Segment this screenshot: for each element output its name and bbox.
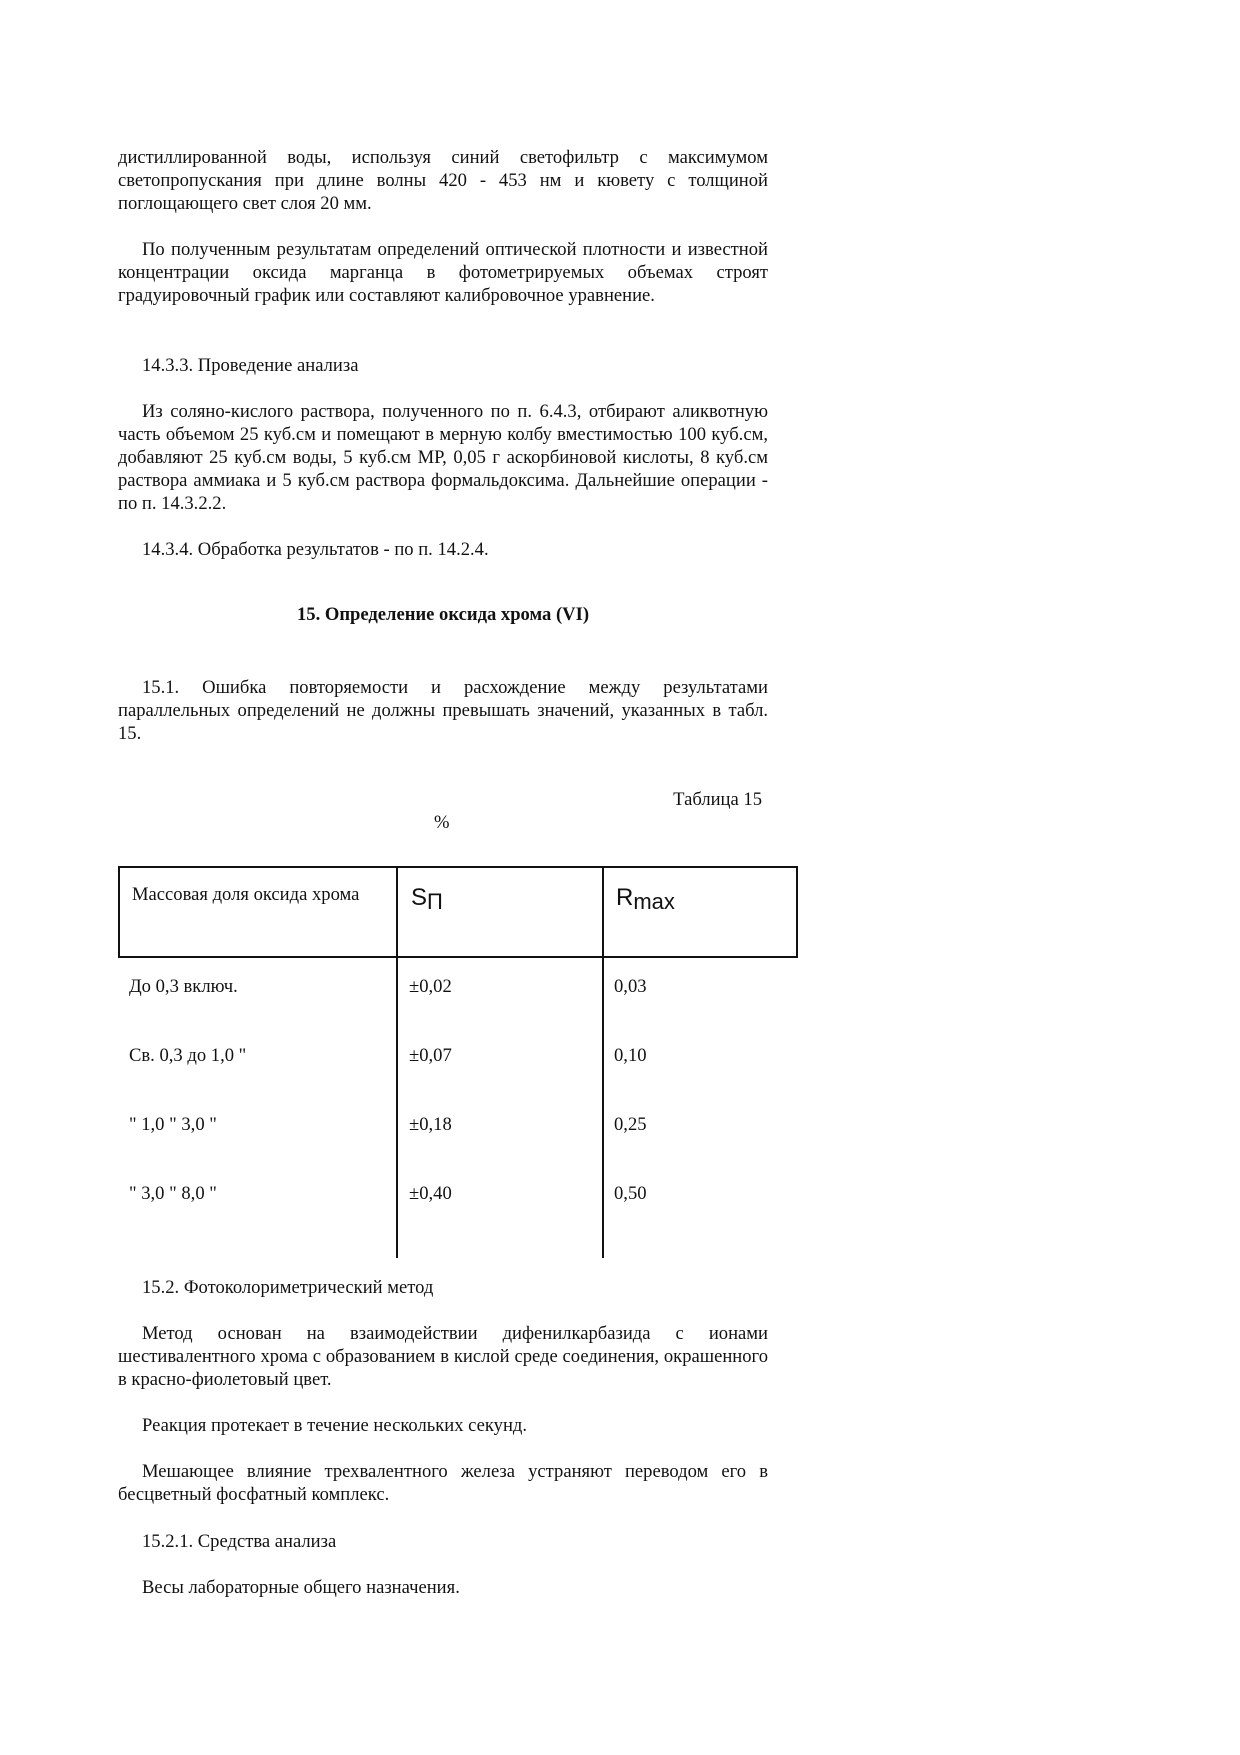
section-15-heading: 15. Определение оксида хрома (VI) [296,604,590,625]
row-3-r: 0,25 [614,1114,647,1135]
table-divider-2 [602,866,604,1258]
paragraph-method: Метод основан на взаимодействии дифенилкарбазида с ионами шестивалентного хрома с образованием в кислой среде соединения, окрашенного в красно-фиолетовый цвет. [118,1323,768,1390]
header-s [411,884,443,912]
table-unit: % [434,812,450,833]
table-divider-1 [396,866,398,1258]
table-header [118,866,798,958]
row-2-r: 0,10 [614,1045,647,1066]
section-15-2-1-title: 15.2.1. Средства анализа [142,1531,337,1552]
header-s-main: S [411,884,428,911]
row-3-range: " 1,0 " 3,0 " [129,1114,217,1135]
row-4-s: ±0,40 [409,1183,452,1204]
row-4-range: " 3,0 " 8,0 " [129,1183,217,1204]
section-14-3-3-title: 14.3.3. Проведение анализа [142,355,359,376]
row-2-range: Св. 0,3 до 1,0 " [129,1045,247,1066]
header-r-main: R [616,884,634,911]
paragraph-calibration: По полученным результатам определений оптической плотности и известной концентрации оксида марганца в фотометрируемых объемах строят градуировочный график или составляют калибровочное уравнение. [118,239,768,306]
paragraph-iron-interference: Мешающее влияние трехвалентного железа устраняют переводом его в бесцветный фосфатный комплекс. [118,1461,768,1505]
row-1-r: 0,03 [614,976,647,997]
row-2-s: ±0,07 [409,1045,452,1066]
paragraph-analysis-procedure: Из соляно-кислого раствора, полученного по п. 6.4.3, отбирают аликвотную часть объемом 25 куб.см и помещают в мерную колбу вместимостью 100 куб.см, добавляют 25 куб.см воды, 5 куб.см МР, 0,05 г аскорбиновой кислоты, 8 куб.см раствора аммиака и 5 куб.см раствора формальдоксима. Дальнейшие операции - по п. 14.3.2.2. [118,401,768,514]
header-r [616,884,675,912]
paragraph-scales: Весы лабораторные общего назначения. [142,1577,460,1598]
row-1-range: До 0,3 включ. [129,976,238,997]
row-1-s: ±0,02 [409,976,452,997]
header-mass-fraction: Массовая доля оксида хрома [132,884,360,905]
row-4-r: 0,50 [614,1183,647,1204]
section-14-3-4-title: 14.3.4. Обработка результатов - по п. 14.2.4. [142,539,489,560]
header-s-sub: П [427,889,443,914]
paragraph-15-1: 15.1. Ошибка повторяемости и расхождение между результатами параллельных определений не должны превышать значений, указанных в табл. 15. [118,677,768,744]
table-caption: Таблица 15 [673,789,762,810]
paragraph-reaction: Реакция протекает в течение нескольких секунд. [142,1415,528,1436]
section-15-2-title: 15.2. Фотоколориметрический метод [142,1277,434,1298]
row-3-s: ±0,18 [409,1114,452,1135]
paragraph-continuation: дистиллированной воды, используя синий светофильтр с максимумом светопропускания при длине волны 420 - 453 нм и кювету с толщиной поглощающего свет слоя 20 мм. [118,147,768,214]
header-r-sub: max [633,889,675,914]
